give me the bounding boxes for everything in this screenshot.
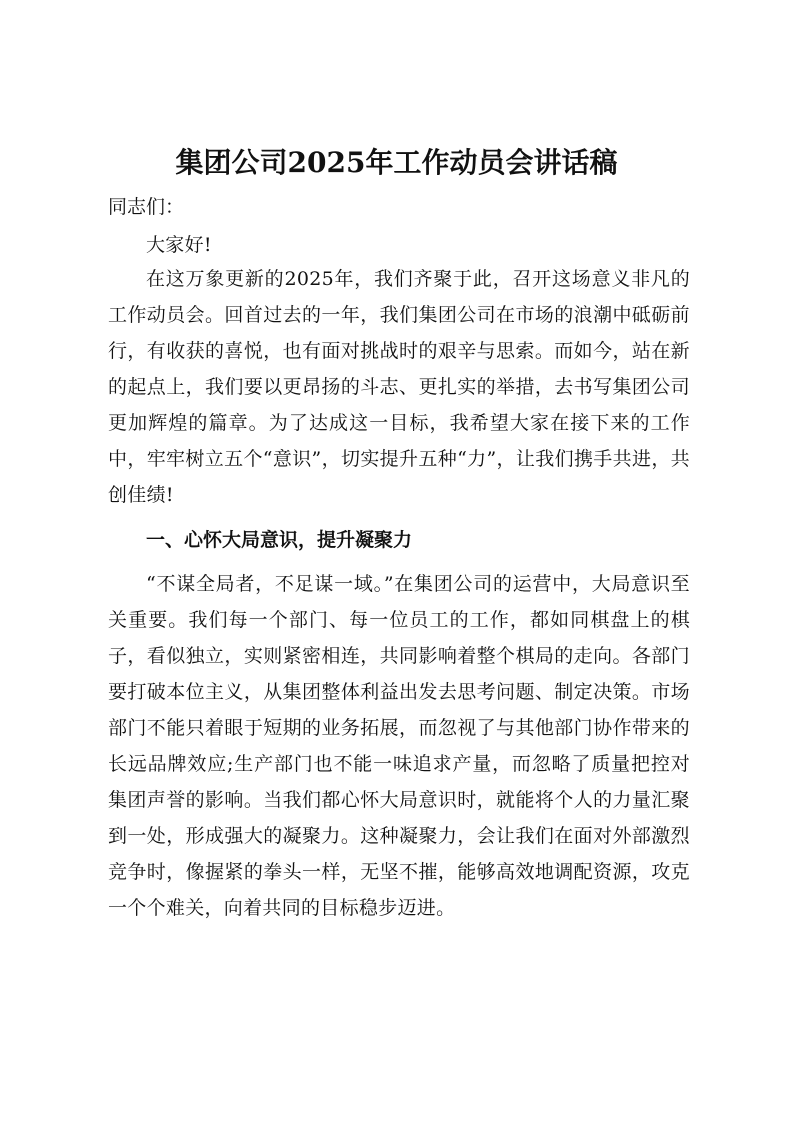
paragraph-section-1: “不谋全局者，不足谋一域。”在集团公司的运营中，大局意识至关重要。我们每一个部门、每一位员工的工作，都如同棋盘上的棋子，看似独立，实则紧密相连，共同影响着整个棋局的走向。各部门要打破本位主义，从集团整体利益出发去思考问题、制定决策。市场部门不能只着眼于短期的业务拓展，而忽视了与其他部门协作带来的长远品牌效应;生产部门也不能一味追求产量，而忽略了质量把控对集团声誉的影响。当我们都心怀大局意识时，就能将个人的力量汇聚到一处，形成强大的凝聚力。这种凝聚力，会让我们在面对外部激烈竞争时，像握紧的拳头一样，无坚不摧，能够高效地调配资源，攻克一个个难关，向着共同的目标稳步迈进。 <box>108 573 690 919</box>
document-title: 集团公司2025年工作动员会讲话稿 <box>175 146 618 179</box>
salutation: 同志们： <box>108 196 185 218</box>
greeting: 大家好! <box>146 234 212 256</box>
section-heading-1: 一、心怀大局意识，提升凝聚力 <box>146 529 413 551</box>
paragraph-intro: 在这万象更新的2025年，我们齐聚于此，召开这场意义非凡的工作动员会。回首过去的一年，我们集团公司在市场的浪潮中砥砺前行，有收获的喜悦，也有面对挑战时的艰辛与思索。而如今，站在新的起点上，我们要以更昂扬的斗志、更扎实的举措，去书写集团公司更加辉煌的篇章。为了达成这一目标，我希望大家在接下来的工作中，牢牢树立五个“意识”，切实提升五种“力”，让我们携手共进，共创佳绩! <box>108 268 690 506</box>
